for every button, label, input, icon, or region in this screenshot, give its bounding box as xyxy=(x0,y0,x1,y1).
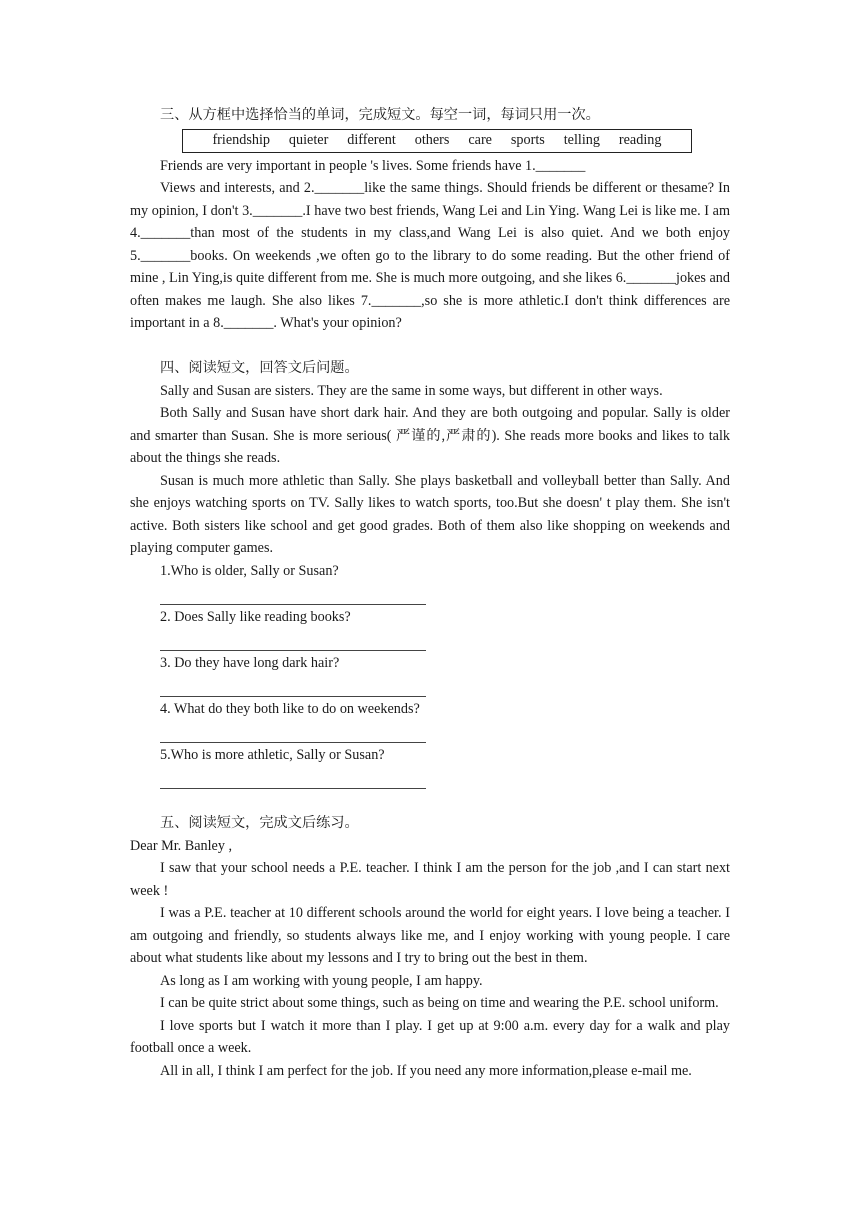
answer-line[interactable] xyxy=(160,628,426,651)
letter-paragraph: As long as I am working with young people, I am happy. xyxy=(160,972,483,989)
letter-salutation: Dear Mr. Banley , xyxy=(130,837,233,854)
word-box-item: reading xyxy=(618,132,662,148)
section3-paragraph-1: Friends are very important in people 's lives. Some friends have 1._______ xyxy=(160,157,586,174)
letter-paragraph: I love sports but I watch it more than I play. I get up at 9:00 a.m. every day for a walk and play football once a week. xyxy=(130,1017,730,1056)
word-box-item: friendship xyxy=(212,132,270,148)
letter-paragraph: I was a P.E. teacher at 10 different schools around the world for eight years. I love being a teacher. I am outgoing and friendly, so students always like me, and I enjoy working with young people. I care about what students like about my lessons and I try to bring out the best in them. xyxy=(130,905,730,966)
word-box-item: different xyxy=(347,132,396,148)
letter-paragraph: I saw that your school needs a P.E. teacher. I think I am the person for the job ,and I can start next week ! xyxy=(130,860,730,899)
answer-line[interactable] xyxy=(160,766,426,789)
answer-line[interactable] xyxy=(160,582,426,605)
answer-line[interactable] xyxy=(160,720,426,743)
question: 4. What do they both like to do on weekends? xyxy=(160,700,420,717)
letter-paragraph: All in all, I think I am perfect for the job. If you need any more information,please e-mail me. xyxy=(160,1062,692,1079)
word-box-item: sports xyxy=(510,132,545,148)
section5-heading: 五、阅读短文，完成文后练习。 xyxy=(160,815,359,831)
word-box xyxy=(182,129,692,153)
word-box-item: quieter xyxy=(288,132,329,148)
section3-paragraph-2: Views and interests, and 2._______like the same things. Should friends be different or thesame? In my opinion, I don't 3._______.I have two best friends, Wang Lei and Lin Ying. Wang Lei is like me. I am 4._______than most of the students in my class,and Wang Lei is also quiet. And we both enjoy 5._______books. On weekends ,we often go to the library to do some reading. But the other friend of mine , Lin Ying,is quite different from me. She is much more outgoing, and she likes 6._______jokes and often makes me laugh. She also likes 7._______,so she is more athletic.I don't think differences are important in a 8._______. What's your opinion? xyxy=(130,180,730,331)
word-box-item: others xyxy=(414,132,450,148)
question: 2. Does Sally like reading books? xyxy=(160,608,351,625)
word-box-item: telling xyxy=(563,132,600,148)
section4-paragraph: Sally and Susan are sisters. They are the same in some ways, but different in other ways. xyxy=(160,382,663,399)
section4-paragraph: Susan is much more athletic than Sally. She plays basketball and volleyball better than Sally. And she enjoys watching sports on TV. Sally likes to watch sports, too.But she doesn' t play them. She isn't active. Both sisters like school and get good grades. Both of them also like shopping on weekends and playing computer games. xyxy=(130,472,730,556)
letter-paragraph: I can be quite strict about some things, such as being on time and wearing the P.E. school uniform. xyxy=(160,995,719,1011)
answer-line[interactable] xyxy=(160,674,426,697)
question: 3. Do they have long dark hair? xyxy=(160,654,340,671)
document-content xyxy=(130,104,730,1082)
question: 5.Who is more athletic, Sally or Susan? xyxy=(160,746,385,763)
word-box-item: care xyxy=(468,132,492,148)
section3-heading: 三、从方框中选择恰当的单词，完成短文。每空一词，每词只用一次。 xyxy=(160,107,600,123)
section4-paragraph: Both Sally and Susan have short dark hair. And they are both outgoing and popular. Sally is older and smarter than Susan. She is more serious( 严谨的,严肃的). She reads more books and likes to talk about the things she reads. xyxy=(130,405,730,466)
section4-heading: 四、阅读短文，回答文后问题。 xyxy=(160,360,359,376)
question: 1.Who is older, Sally or Susan? xyxy=(160,562,339,579)
